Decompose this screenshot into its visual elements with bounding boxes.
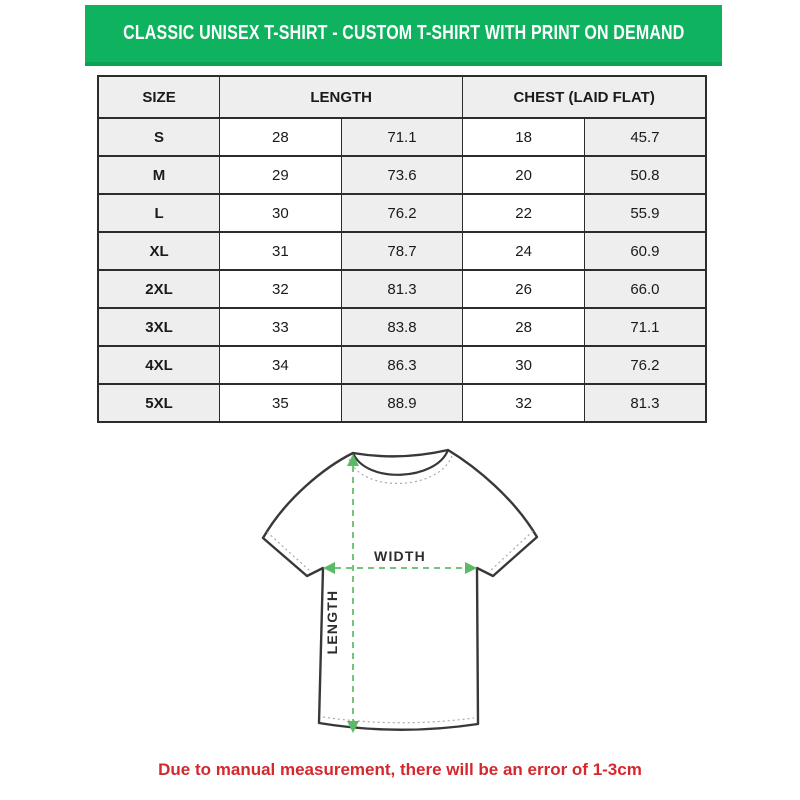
size-label: 4XL <box>98 346 220 384</box>
chest-inches: 18 <box>463 118 585 156</box>
chest-cm: 55.9 <box>584 194 706 232</box>
size-label: 5XL <box>98 384 220 422</box>
chest-inches: 28 <box>463 308 585 346</box>
chest-inches: 26 <box>463 270 585 308</box>
length-inches: 35 <box>220 384 342 422</box>
length-inches: 34 <box>220 346 342 384</box>
chest-inches: 32 <box>463 384 585 422</box>
length-cm: 76.2 <box>341 194 463 232</box>
table-row <box>98 232 706 270</box>
length-cm: 88.9 <box>341 384 463 422</box>
length-cm: 73.6 <box>341 156 463 194</box>
width-label: WIDTH <box>374 548 426 564</box>
chest-inches: 20 <box>463 156 585 194</box>
chest-cm: 81.3 <box>584 384 706 422</box>
length-cm: 71.1 <box>341 118 463 156</box>
column-header-size: SIZE <box>98 76 220 118</box>
length-inches: 28 <box>220 118 342 156</box>
length-inches: 31 <box>220 232 342 270</box>
chest-cm: 76.2 <box>584 346 706 384</box>
table-row <box>98 194 706 232</box>
tshirt-outline <box>263 450 537 730</box>
size-label: S <box>98 118 220 156</box>
tshirt-measurement-diagram <box>250 428 550 744</box>
size-label: L <box>98 194 220 232</box>
column-header-chest: CHEST (LAID FLAT) <box>463 76 706 118</box>
table-row <box>98 384 706 422</box>
length-cm: 78.7 <box>341 232 463 270</box>
chest-inches: 22 <box>463 194 585 232</box>
length-inches: 29 <box>220 156 342 194</box>
chest-cm: 50.8 <box>584 156 706 194</box>
length-inches: 32 <box>220 270 342 308</box>
table-row <box>98 156 706 194</box>
page-title: CLASSIC UNISEX T-SHIRT - CUSTOM T-SHIRT WITH PRINT ON DEMAND <box>122 22 685 44</box>
column-header-length: LENGTH <box>220 76 463 118</box>
table-row <box>98 308 706 346</box>
chest-cm: 71.1 <box>584 308 706 346</box>
size-label: M <box>98 156 220 194</box>
length-cm: 86.3 <box>341 346 463 384</box>
chest-cm: 45.7 <box>584 118 706 156</box>
table-row <box>98 270 706 308</box>
length-cm: 81.3 <box>341 270 463 308</box>
length-inches: 30 <box>220 194 342 232</box>
table-row <box>98 118 706 156</box>
chest-inches: 24 <box>463 232 585 270</box>
title-banner <box>85 5 722 66</box>
chest-cm: 60.9 <box>584 232 706 270</box>
chest-cm: 66.0 <box>584 270 706 308</box>
table-row <box>98 346 706 384</box>
table-header-row <box>98 76 706 118</box>
measurement-disclaimer: Due to manual measurement, there will be an error of 1-3cm <box>158 760 642 779</box>
size-label: 3XL <box>98 308 220 346</box>
size-table <box>97 75 707 423</box>
size-label: XL <box>98 232 220 270</box>
length-inches: 33 <box>220 308 342 346</box>
tshirt-diagram-svg <box>250 428 550 744</box>
chest-inches: 30 <box>463 346 585 384</box>
length-label: LENGTH <box>324 589 340 655</box>
length-cm: 83.8 <box>341 308 463 346</box>
size-label: 2XL <box>98 270 220 308</box>
